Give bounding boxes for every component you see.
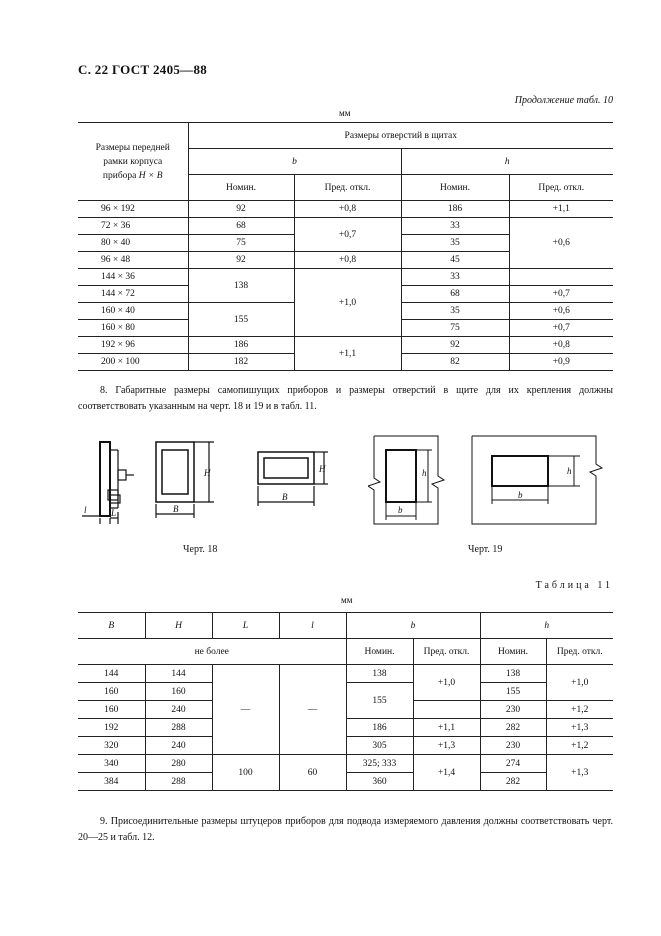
table-11	[78, 612, 613, 791]
b-header: b	[188, 149, 401, 175]
table-row: 144 × 72 68 +0,7	[78, 286, 613, 303]
table-10-continuation: Продолжение табл. 10	[514, 95, 613, 106]
side-view-frame	[100, 442, 110, 516]
h-pred-header: Пред. откл.	[509, 175, 613, 201]
page-header: С. 22 ГОСТ 2405—88	[78, 62, 208, 77]
fig19-label-b-right: b	[518, 490, 523, 500]
fig19-label-h-left: h	[422, 468, 427, 478]
header-l: l	[279, 613, 346, 639]
table-10-unit: мм	[339, 108, 351, 118]
table-row: 96 × 48 92 +0,8 45	[78, 252, 613, 269]
holes-header: Размеры отверстий в щитах	[188, 123, 613, 149]
fig18-label-H-top: H	[319, 464, 326, 474]
fig19-label-h-right: h	[567, 466, 572, 476]
b-nomin-header: Номин.	[188, 175, 294, 201]
header-L: L	[212, 613, 279, 639]
hole-left	[386, 450, 416, 502]
fig18-label-H: H	[204, 468, 211, 478]
table-row: 72 × 36 68 +0,7 33 +0,6	[78, 218, 613, 235]
paragraph-9: 9. Присоединительные размеры штуцеров приборов для подвода измеряемого давления должны соответствовать черт. 20—25 и табл. 12.	[78, 816, 613, 843]
table-row: 160 × 40 155 35 +0,6	[78, 303, 613, 320]
figure-18-drawing	[78, 428, 338, 528]
table-row: 160 160 155 155	[78, 683, 613, 701]
figure-19-drawing	[368, 428, 608, 532]
table-row: 144 144 — — 138 +1,0 138 +1,0	[78, 665, 613, 683]
table-row: 200 × 100 182 82 +0,9	[78, 354, 613, 371]
table-row: 192 288 186 +1,1 282 +1,3	[78, 719, 613, 737]
fig19-label-b-left: b	[398, 505, 403, 515]
figure-18-caption: Черт. 18	[183, 544, 218, 555]
top-view-outer	[258, 452, 314, 484]
table-11-unit: мм	[341, 595, 353, 605]
b-pred-header: Пред. откл.	[294, 175, 401, 201]
h-nomin-header: Номин.	[480, 639, 546, 665]
header-b: b	[346, 613, 480, 639]
top-view-inner	[264, 458, 308, 478]
figure-19-caption: Черт. 19	[468, 544, 503, 555]
table-row: 96 × 192 92 +0,8 186 +1,1	[78, 201, 613, 218]
b-pred-header: Пред. откл.	[413, 639, 480, 665]
table-row: 384 288 360 282	[78, 773, 613, 791]
table-row: 340 280 100 60 325; 333 +1,4 274 +1,3	[78, 755, 613, 773]
header-H: H	[145, 613, 212, 639]
hole-right	[492, 456, 548, 486]
header-h: h	[480, 613, 613, 639]
not-more-header: не более	[78, 639, 346, 665]
fig18-label-B-top: B	[282, 492, 288, 502]
table-row: 192 × 96 186 +1,1 92 +0,8	[78, 337, 613, 354]
fig18-label-L: L	[111, 508, 117, 518]
fig18-label-B: B	[173, 504, 179, 514]
paragraph-8: 8. Габаритные размеры самопишущих приборов и размеры отверстий в щите для их крепления должны соответствовать указанным на черт. 18 и 19 и в табл. 11.	[78, 385, 613, 412]
front-view-inner	[162, 450, 188, 494]
fig18-label-l: l	[84, 505, 87, 515]
b-nomin-header: Номин.	[346, 639, 413, 665]
table-row: 160 × 80 75 +0,7	[78, 320, 613, 337]
table-11-title: Таблица 11	[535, 580, 613, 591]
h-header: h	[401, 149, 613, 175]
table-row: 160 240 230 +1,2	[78, 701, 613, 719]
table-row: 320 240 305 +1,3 230 +1,2	[78, 737, 613, 755]
frame-size-header: Размеры передней рамки корпуса прибора H × B	[78, 123, 188, 201]
h-pred-header: Пред. откл.	[546, 639, 613, 665]
table-row: 144 × 36 138 +1,0 33	[78, 269, 613, 286]
table-row: 80 × 40 75 35	[78, 235, 613, 252]
header-B: B	[78, 613, 145, 639]
table-10	[78, 122, 613, 371]
h-nomin-header: Номин.	[401, 175, 509, 201]
